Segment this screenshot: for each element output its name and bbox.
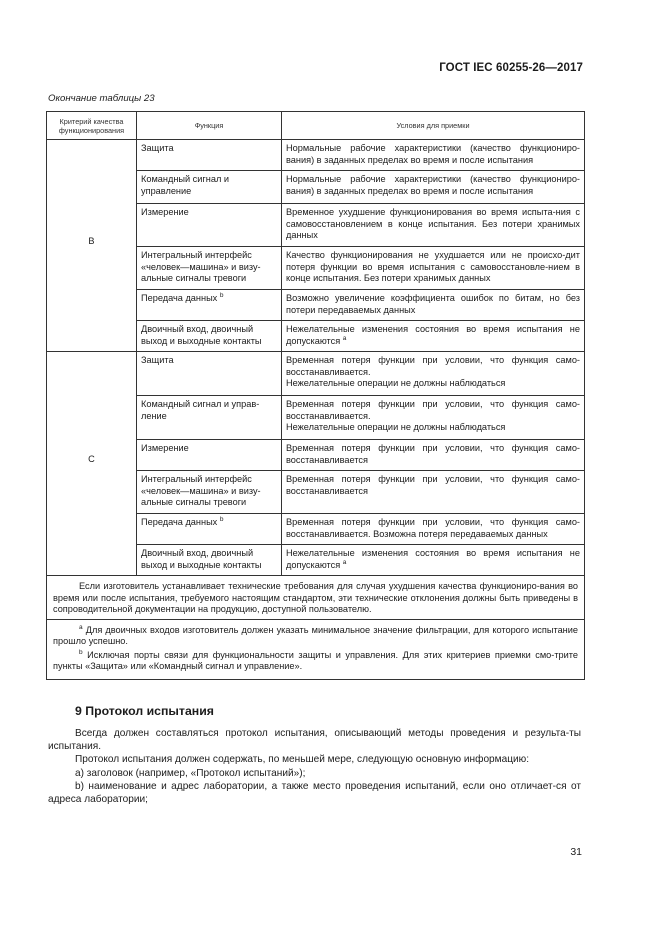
condition-cell: Временная потеря функции при условии, что функция само-восстанавливается. Возможна потеря передаваемых данных bbox=[282, 514, 585, 545]
condition-cell: Временная потеря функции при условии, что функция само-восстанавливается. Нежелательные операции не должны наблюдаться bbox=[282, 396, 585, 440]
condition-cell: Нежелательные изменения состояния во время испытания не допускаются $^a$ bbox=[282, 321, 585, 352]
column-header-conditions: Условия для приемки bbox=[282, 112, 585, 140]
condition-cell: Нежелательные изменения состояния во время испытания не допускаются $^a$ bbox=[282, 545, 585, 576]
table-note-row bbox=[47, 576, 585, 620]
standard-designation: ГОСТ IEC 60255-26—2017 bbox=[439, 62, 583, 74]
paragraph: Всегда должен составляться протокол испытания, описывающий методы проведения и результа-ты испытания. bbox=[48, 728, 581, 753]
function-cell: Защита bbox=[137, 140, 282, 171]
table-row bbox=[47, 140, 585, 171]
page-number: 31 bbox=[570, 846, 582, 858]
condition-cell: Нормальные рабочие характеристики (качество функциониро-вания) в заданных пределах во время и после испытания bbox=[282, 140, 585, 171]
function-cell: Передача данных $^b$ bbox=[137, 290, 282, 321]
condition-cell: Возможно увеличение коэффициента ошибок по битам, но без потери передаваемых данных bbox=[282, 290, 585, 321]
function-cell: Интегральный интерфейс «человек—машина» и визу-альные сигналы тревоги bbox=[137, 247, 282, 290]
list-item: b) наименование и адрес лаборатории, а также место проведения испытаний, если оно отличает-ся от адреса лаборатории; bbox=[48, 780, 581, 806]
column-header-function: Функция bbox=[137, 112, 282, 140]
condition-cell: Качество функционирования не ухудшается или не происхо-дит потеря функции во время испытания с самовосстановле-нием в конце испытания. Без потери хранимых данных bbox=[282, 247, 585, 290]
criterion-cell-b: B bbox=[47, 140, 137, 352]
function-cell: Двоичный вход, двоичный выход и выходные контакты bbox=[137, 321, 282, 352]
function-cell: Двоичный вход, двоичный выход и выходные контакты bbox=[137, 545, 282, 576]
function-cell: Измерение bbox=[137, 440, 282, 471]
function-cell: Передача данных $^b$ bbox=[137, 514, 282, 545]
paragraph: Протокол испытания должен содержать, по меньшей мере, следующую основную информацию: bbox=[75, 754, 530, 766]
table-footnotes-row bbox=[47, 619, 585, 679]
condition-cell: Временное ухудшение функционирования во время испыта-ния с самовосстановлением в конце испытания. Без потери хранимых данных bbox=[282, 204, 585, 247]
function-cell: Интегральный интерфейс «человек—машина» и визу-альные сигналы тревоги bbox=[137, 471, 282, 514]
table-row bbox=[47, 352, 585, 396]
condition-cell: Временная потеря функции при условии, что функция само-восстанавливается bbox=[282, 440, 585, 471]
table-note: Если изготовитель устанавливает технические требования для случая ухудшения качества функциониро-вания во время или после испытания, требуемого настоящим стандартом, эти технические отклонения должны быть приведены в сопроводительной документации на продукцию, доступной пользователю. bbox=[47, 576, 585, 620]
table-footnotes bbox=[47, 619, 585, 679]
list-item: а) заголовок (например, «Протокол испытаний»); bbox=[75, 767, 306, 779]
condition-cell: Нормальные рабочие характеристики (качество функциониро-вания) в заданных пределах во время и после испытания bbox=[282, 171, 585, 204]
function-cell: Защита bbox=[137, 352, 282, 396]
section-title: 9 Протокол испытания bbox=[75, 704, 214, 718]
column-header-criterion: Критерий качества функционирования bbox=[47, 112, 137, 140]
function-cell: Командный сигнал и управ-ление bbox=[137, 396, 282, 440]
criterion-cell-c: C bbox=[47, 352, 137, 576]
function-cell: Измерение bbox=[137, 204, 282, 247]
function-cell: Командный сигнал и управление bbox=[137, 171, 282, 204]
footnote-a: $^a$ Для двоичных входов изготовитель должен указать минимальное значение фильтрации, для которого испытание прошло успешно. bbox=[53, 623, 578, 646]
acceptance-criteria-table bbox=[46, 111, 585, 680]
table-caption: Окончание таблицы 23 bbox=[48, 93, 155, 104]
footnote-b: $^b$ Исключая порты связи для функциональности защиты и управления. Для этих критериев приемки смо-трите пункты «Защита» или «Командный сигнал и управление». bbox=[53, 648, 578, 671]
condition-cell: Временная потеря функции при условии, что функция само-восстанавливается bbox=[282, 471, 585, 514]
condition-cell: Временная потеря функции при условии, что функция само-восстанавливается. Нежелательные операции не должны наблюдаться bbox=[282, 352, 585, 396]
section-body bbox=[48, 727, 581, 806]
